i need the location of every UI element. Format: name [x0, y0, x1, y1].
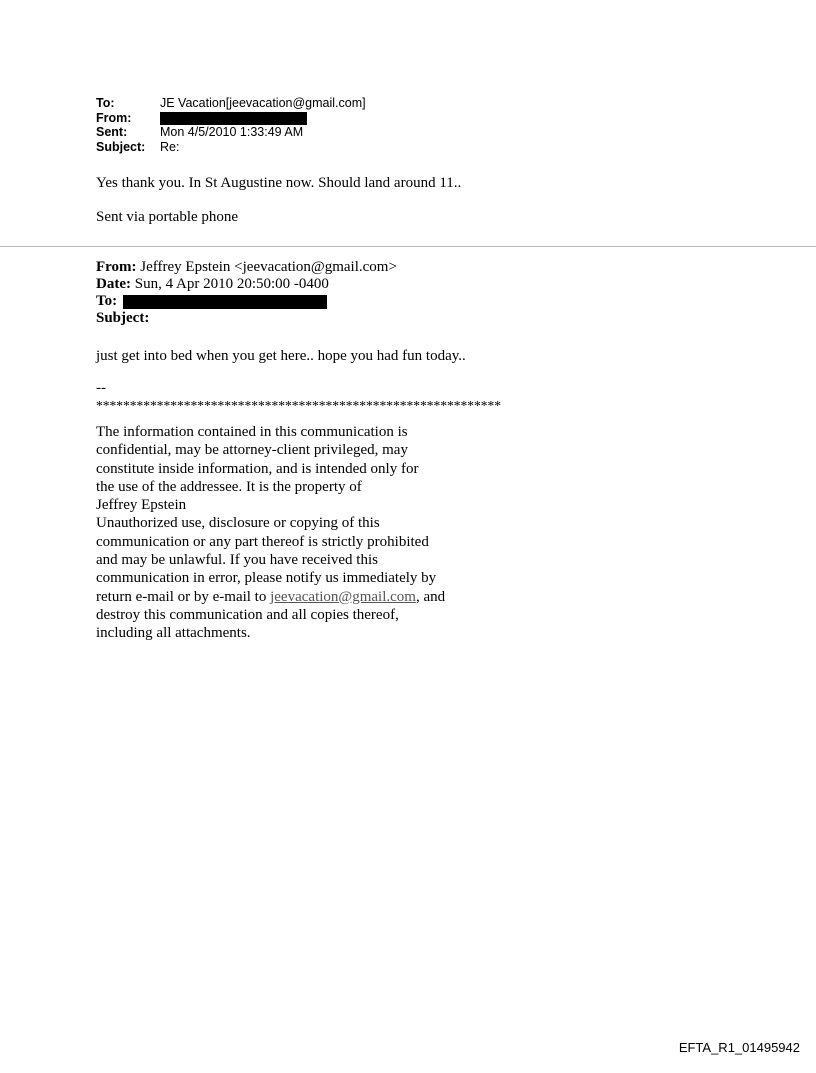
header-from-row [96, 111, 366, 126]
disclaimer-link-suffix: , and [415, 588, 446, 605]
disclaimer-line: Unauthorized use, disclosure or copying of this [96, 515, 380, 532]
subject-label: Subject: [96, 139, 146, 154]
disclaimer-line: destroy this communication and all copies thereof, [96, 606, 399, 623]
quoted-from-label: From: [96, 259, 137, 275]
signature-dashes: -- [96, 380, 106, 396]
quoted-date-value: Sun, 4 Apr 2010 20:50:00 -0400 [134, 276, 329, 292]
email-link[interactable]: jeevacation@gmail.com [270, 588, 416, 605]
disclaimer-line-with-link [96, 588, 445, 606]
confidentiality-disclaimer [96, 423, 445, 643]
quoted-date-label: Date: [96, 276, 131, 292]
disclaimer-line: The information contained in this communication is [96, 424, 408, 440]
disclaimer-line: communication or any part thereof is strictly prohibited [96, 533, 429, 550]
reply-body: Yes thank you. In St Augustine now. Should land around 11.. [96, 175, 462, 191]
disclaimer-line: Jeffrey Epstein [96, 497, 187, 514]
quoted-subject-row [96, 310, 397, 327]
redaction-bar [123, 295, 327, 309]
header-to-row [96, 96, 366, 111]
message-divider [0, 246, 816, 247]
sent-label: Sent: [96, 125, 128, 139]
header-subject-row [96, 140, 366, 155]
quoted-from-row [96, 259, 397, 276]
quoted-header [96, 259, 397, 327]
from-value [160, 111, 307, 126]
disclaimer-line: constitute inside information, and is intended only for [96, 460, 419, 477]
quoted-body: just get into bed when you get here.. hope you had fun today.. [96, 348, 466, 364]
disclaimer-line: the use of the addressee. It is the property of [96, 478, 362, 495]
header-sent-row [96, 125, 366, 140]
subject-value: Re: [160, 139, 180, 154]
document-id: EFTA_R1_01495942 [678, 1040, 800, 1055]
signature-stars: ************************************************************ [96, 398, 501, 413]
email-header [96, 96, 366, 154]
reply-signature: Sent via portable phone [96, 209, 239, 225]
quoted-to-label: To: [96, 293, 118, 309]
disclaimer-line: including all attachments. [96, 625, 251, 642]
quoted-from-value: Jeffrey Epstein <jeevacation@gmail.com> [140, 259, 397, 275]
disclaimer-line: communication in error, please notify us immediately by [96, 570, 437, 587]
redaction-bar [160, 112, 307, 125]
disclaimer-link-prefix: return e-mail or by e-mail to [96, 588, 271, 605]
from-label: From: [96, 110, 132, 125]
quoted-to-row [96, 293, 397, 310]
sent-value: Mon 4/5/2010 1:33:49 AM [160, 125, 304, 139]
to-value: JE Vacation[jeevacation@gmail.com] [160, 96, 366, 110]
disclaimer-line: confidential, may be attorney-client privileged, may [96, 442, 408, 459]
to-label: To: [96, 96, 115, 110]
quoted-subject-label: Subject: [96, 310, 150, 326]
quoted-date-row [96, 276, 397, 293]
disclaimer-line: and may be unlawful. If you have received this [96, 552, 378, 569]
